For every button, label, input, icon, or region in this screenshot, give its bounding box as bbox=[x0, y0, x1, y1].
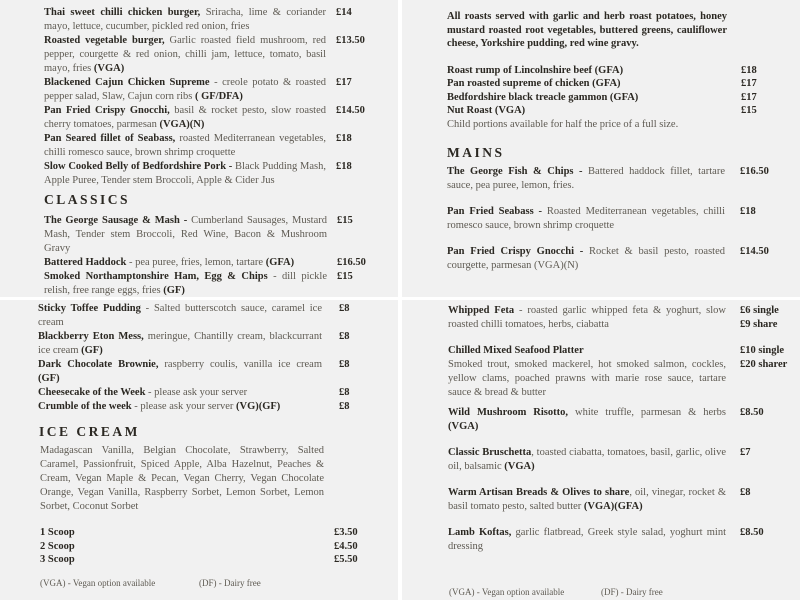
roast-item-name-row bbox=[447, 91, 757, 105]
scoop-price: £4.50 bbox=[334, 540, 358, 552]
menu-page-starters bbox=[402, 300, 800, 600]
mains-heading: MAINS bbox=[447, 145, 505, 160]
menu-item-text bbox=[44, 104, 326, 132]
menu-item-price-group bbox=[740, 245, 769, 259]
menu-item-description: - please ask your server bbox=[131, 401, 236, 412]
menu-item-name: Blackened Cajun Chicken Supreme bbox=[44, 77, 210, 88]
menu-item bbox=[448, 446, 787, 474]
menu-item-price-group bbox=[337, 214, 353, 228]
menu-item-name: The George Sausage & Mash - bbox=[44, 215, 188, 226]
menu-item-name: Smoked Northamptonshire Ham, Egg & Chips bbox=[44, 271, 268, 282]
menu-item-price: £8.50 bbox=[740, 407, 764, 418]
menu-item-name: Wild Mushroom Risotto, bbox=[448, 407, 569, 418]
menu-item-name: Cheesecake of the Week bbox=[38, 387, 146, 398]
menu-item-price-group bbox=[740, 486, 751, 500]
menu-item bbox=[448, 344, 787, 400]
menu-item bbox=[44, 104, 365, 132]
menu-item-name: Classic Bruschetta bbox=[448, 447, 532, 458]
menu-item-price-group bbox=[339, 386, 350, 400]
menu-item-price: £8.50 bbox=[740, 527, 764, 538]
legend-df: (DF) - Dairy free bbox=[601, 587, 663, 597]
roast-item-name-row bbox=[447, 64, 757, 78]
menu-item-description: - Salted butterscotch sauce, caramel ice cream bbox=[38, 303, 322, 328]
menu-item-description: meringue, Chantilly cream, blackcurrant ice cream bbox=[38, 331, 322, 356]
legend-vga: (VGA) - Vegan option available bbox=[449, 587, 565, 597]
menu-item bbox=[447, 245, 769, 273]
menu-item-name: Blackberry Eton Mess, bbox=[38, 331, 144, 342]
menu-item-text bbox=[44, 256, 327, 270]
roast-item-name: Bedfordshire black treacle gammon (GFA) bbox=[447, 91, 639, 103]
menu-item bbox=[38, 386, 350, 400]
menu-item-text bbox=[448, 304, 726, 332]
menu-item-price: £18 bbox=[336, 161, 352, 172]
menu-item-text bbox=[44, 34, 326, 76]
scoop-option-row bbox=[40, 553, 358, 567]
menu-item-price-group bbox=[740, 526, 764, 540]
menu-item-price: £8 bbox=[339, 331, 350, 342]
roast-item-price: £17 bbox=[741, 91, 757, 103]
menu-item bbox=[38, 302, 350, 330]
menu-item bbox=[38, 358, 350, 386]
menu-item-name: Pan Seared fillet of Seabass, bbox=[44, 133, 176, 144]
menu-item-tags: (VG)(GF) bbox=[235, 401, 281, 412]
menu-item-text bbox=[38, 386, 322, 400]
menu-item-price: £13.50 bbox=[336, 35, 365, 46]
menu-item-name: Slow Cooked Belly of Bedfordshire Pork - bbox=[44, 161, 233, 172]
menu-item-description: garlic flatbread, Greek style salad, yoghurt mint dressing bbox=[448, 527, 726, 552]
menu-item bbox=[448, 526, 787, 554]
menu-item-price-share: £20 sharer bbox=[740, 359, 788, 370]
menu-item-description: basil & rocket pesto, slow roasted cherry tomatoes, parmesan bbox=[44, 105, 326, 130]
menu-item bbox=[448, 486, 787, 514]
menu-item bbox=[448, 406, 787, 434]
menu-item-text bbox=[448, 406, 726, 434]
menu-item-name: Warm Artisan Breads & Olives to share bbox=[448, 487, 630, 498]
menu-item-name: Whipped Feta bbox=[448, 305, 515, 316]
menu-item-name: Thai sweet chilli chicken burger, bbox=[44, 7, 201, 18]
menu-item-name: Chilled Mixed Seafood Platter bbox=[448, 345, 584, 356]
menu-item-price: £6 single bbox=[740, 305, 779, 316]
roast-item-name: Pan roasted supreme of chicken (GFA) bbox=[447, 78, 621, 89]
legend-vga: (VGA) - Vegan option available bbox=[40, 577, 156, 588]
menu-item-text bbox=[447, 205, 725, 233]
menu-item-text bbox=[44, 76, 326, 104]
menu-item bbox=[44, 6, 365, 34]
roast-item-price: £18 bbox=[741, 64, 757, 76]
ice-cream-heading: ICE CREAM bbox=[39, 424, 140, 439]
menu-item-text bbox=[448, 486, 726, 514]
roast-item-name-row bbox=[447, 104, 757, 118]
menu-item bbox=[447, 205, 769, 233]
menu-item-description: - please ask your server bbox=[145, 387, 248, 398]
menu-item-text bbox=[448, 446, 726, 474]
menu-item-name: Dark Chocolate Brownie, bbox=[38, 359, 159, 370]
menu-page-roasts bbox=[402, 0, 800, 297]
menu-item-price: £8 bbox=[339, 401, 350, 412]
scoop-price: £5.50 bbox=[334, 554, 358, 565]
menu-item-name: Lamb Koftas, bbox=[448, 527, 512, 538]
menu-item-price-group bbox=[336, 34, 365, 48]
scoop-option: 3 Scoop bbox=[40, 554, 75, 565]
menu-item-price-group bbox=[740, 344, 787, 372]
menu-item-text bbox=[44, 270, 327, 297]
menu-item-tags: (GFA) bbox=[265, 257, 295, 268]
menu-item-price-group bbox=[336, 132, 352, 146]
menu-item-text bbox=[44, 214, 327, 256]
roasts-intro: All roasts served with garlic and herb roast potatoes, honey mustard roasted root vegetables, buttered greens, cauliflower cheese, Yorkshire pudding, red wine gravy. bbox=[447, 11, 727, 49]
menu-item-price: £14.50 bbox=[336, 105, 365, 116]
menu-item-text bbox=[447, 165, 725, 193]
scoop-price: £3.50 bbox=[334, 527, 358, 538]
menu-item-description: , toasted ciabatta, tomatoes, basil, garlic, olive oil, balsamic bbox=[448, 447, 726, 472]
classics-heading: CLASSICS bbox=[44, 192, 131, 207]
menu-item-text bbox=[38, 302, 322, 330]
menu-item-description: - roasted garlic whipped feta & yoghurt, slow roasted chilli tomatoes, herbs, ciabatta bbox=[448, 305, 726, 330]
menu-item-text bbox=[38, 330, 322, 358]
ice-cream-flavours: Madagascan Vanilla, Belgian Chocolate, Strawberry, Salted Caramel, Passionfruit, Spiced Apple, Alba Hazelnut, Peaches & Cream, Vegan Maple & Pecan, Vegan Cherry, Vegan Chocolate Orange, Vegan Vanilla, Raspberry Sorbet, Lemon Sorbet, Lemon Sorbet, Coconut Sorbet bbox=[40, 445, 324, 512]
menu-item-price-group bbox=[337, 270, 353, 284]
menu-item-description: Rocket & basil pesto, roasted courgette, parmesan (VGA)(N) bbox=[447, 246, 725, 271]
menu-item-price-group bbox=[339, 302, 350, 316]
menu-item-price: £8 bbox=[339, 387, 350, 398]
menu-item-description: roasted Mediterranean vegetables, chilli romesco sauce, brown shrimp croquette bbox=[44, 133, 327, 158]
menu-item-description: Battered haddock fillet, tartare sauce, pea puree, lemon, fries. bbox=[447, 166, 725, 191]
menu-item-price-group bbox=[336, 6, 352, 20]
menu-item bbox=[44, 160, 365, 188]
menu-item-description: Sriracha, lime & coriander mayo, lettuce, cucumber, pickled red onion, fries bbox=[44, 7, 327, 32]
menu-item-price: £16.50 bbox=[337, 257, 366, 268]
roast-item-name: Nut Roast (VGA) bbox=[447, 105, 526, 116]
menu-item-description: Garlic roasted field mushroom, red pepper, courgette & red onion, chilli jam, lettuce, tomato, basil mayo, fries bbox=[44, 35, 326, 74]
menu-item bbox=[44, 132, 365, 160]
menu-item-tags: ( GF/DFA) bbox=[194, 91, 243, 102]
menu-item-tags: (VGA) bbox=[504, 461, 535, 472]
menu-item-description: Black Pudding Mash, Apple Puree, Tender stem Broccoli, Apple & Cider Jus bbox=[44, 161, 326, 186]
menu-item-price: £7 bbox=[740, 447, 751, 458]
menu-item-price: £18 bbox=[336, 133, 352, 144]
menu-item-text bbox=[448, 344, 726, 400]
menu-item-tags: (GF) bbox=[81, 345, 103, 356]
menu-item-tags: (GF) bbox=[38, 373, 60, 384]
menu-page-mains-left bbox=[0, 0, 398, 297]
menu-item-text bbox=[38, 358, 322, 386]
roast-item-name: Roast rump of Lincolnshire beef (GFA) bbox=[447, 64, 624, 76]
menu-item bbox=[44, 34, 365, 76]
menu-item-price: £10 single bbox=[740, 345, 785, 356]
menu-item-price-group bbox=[740, 446, 751, 460]
menu-item bbox=[447, 165, 769, 193]
menu-item-price-group bbox=[740, 406, 764, 420]
scoop-option-row bbox=[40, 526, 358, 540]
menu-item-name: Sticky Toffee Pudding bbox=[38, 303, 141, 314]
roast-item-name-row bbox=[447, 77, 757, 91]
menu-item-price-group bbox=[337, 256, 366, 270]
menu-item bbox=[44, 214, 366, 256]
menu-item bbox=[44, 270, 366, 297]
menu-item-price-group bbox=[339, 400, 350, 414]
scoop-option: 1 Scoop bbox=[40, 527, 75, 538]
menu-item bbox=[38, 330, 350, 358]
menu-item-name: The George Fish & Chips - bbox=[447, 166, 583, 177]
menu-item-description: - pea puree, fries, lemon, tartare bbox=[126, 257, 266, 268]
menu-item-tags: (VGA)(GFA) bbox=[583, 501, 643, 512]
roast-item-price: £17 bbox=[741, 78, 757, 89]
menu-item bbox=[448, 304, 787, 332]
menu-item-description: Smoked trout, smoked mackerel, hot smoked salmon, cockles, yellow clams, poached prawns with marie rose sauce, tartare sauce & bread & butter bbox=[448, 359, 726, 398]
menu-item-name: Crumble of the week bbox=[38, 401, 132, 412]
roast-item-price: £15 bbox=[741, 105, 757, 116]
menu-item bbox=[38, 400, 350, 414]
menu-item-description: , oil, vinegar, rocket & basil tomato pesto, salted butter bbox=[448, 487, 726, 512]
menu-item-price-group bbox=[740, 304, 779, 332]
menu-item-price: £14.50 bbox=[740, 246, 769, 257]
menu-item-description: white truffle, parmesan & herbs bbox=[568, 407, 726, 418]
menu-item-price-group bbox=[336, 104, 365, 118]
menu-item-price-group bbox=[740, 165, 769, 179]
menu-item-price: £8 bbox=[339, 359, 350, 370]
menu-item-name: Pan Fried Crispy Gnocchi, bbox=[44, 105, 170, 116]
menu-page-desserts bbox=[0, 300, 398, 600]
menu-item-price-group bbox=[740, 205, 756, 219]
menu-item-price-group bbox=[336, 160, 352, 174]
legend-df: (DF) - Dairy free bbox=[199, 577, 261, 588]
menu-item-description: - creole potato & roasted pepper salad, Slaw, Cajun corn ribs bbox=[44, 77, 326, 102]
menu-item-text bbox=[448, 526, 726, 554]
menu-item-tags: (VGA)(N) bbox=[159, 119, 205, 130]
menu-item-price: £16.50 bbox=[740, 166, 769, 177]
menu-item-description: Cumberland Sausages, Mustard Mash, Tender stem Broccoli, Red Wine, Bacon & Mushroom Gravy bbox=[44, 215, 327, 254]
menu-item-tags: (GF) bbox=[163, 285, 185, 296]
menu-item-name: Roasted vegetable burger, bbox=[44, 35, 165, 46]
menu-item-price: £17 bbox=[336, 77, 352, 88]
menu-item-price-share: £9 share bbox=[740, 319, 778, 330]
menu-item-name: Pan Fried Seabass - bbox=[447, 206, 543, 217]
menu-item-tags: (VGA) bbox=[93, 63, 125, 74]
menu-item-name: Pan Fried Crispy Gnocchi - bbox=[447, 246, 584, 257]
menu-item-price-group bbox=[339, 358, 350, 372]
menu-item-description: - dill pickle relish, free range eggs, fries bbox=[44, 271, 327, 296]
child-portions-note: Child portions available for half the price of a full size. bbox=[447, 118, 679, 130]
menu-item-tags: (VGA) bbox=[448, 421, 479, 432]
menu-item-price-group bbox=[339, 330, 350, 344]
menu-item-text bbox=[38, 400, 322, 414]
menu-item-price: £14 bbox=[336, 7, 352, 18]
menu-item bbox=[44, 256, 366, 270]
menu-item-price: £8 bbox=[339, 303, 350, 314]
menu-item-description: raspberry coulis, vanilla ice cream bbox=[158, 359, 323, 370]
menu-item-text bbox=[44, 6, 326, 34]
menu-item-price: £18 bbox=[740, 206, 756, 217]
menu-item bbox=[44, 76, 365, 104]
scoop-option-row bbox=[40, 540, 358, 554]
menu-item-price-group bbox=[336, 76, 352, 90]
menu-item-price: £8 bbox=[740, 487, 751, 498]
scoop-option: 2 Scoop bbox=[40, 540, 75, 552]
menu-item-name: Battered Haddock bbox=[44, 257, 127, 268]
menu-item-text bbox=[447, 245, 725, 273]
menu-item-text bbox=[44, 160, 326, 188]
menu-item-price: £15 bbox=[337, 215, 353, 226]
menu-item-description: Roasted Mediterranean vegetables, chilli romesco sauce, brown shrimp croquette bbox=[447, 206, 725, 231]
menu-item-price: £15 bbox=[337, 271, 353, 282]
menu-item-text bbox=[44, 132, 326, 160]
